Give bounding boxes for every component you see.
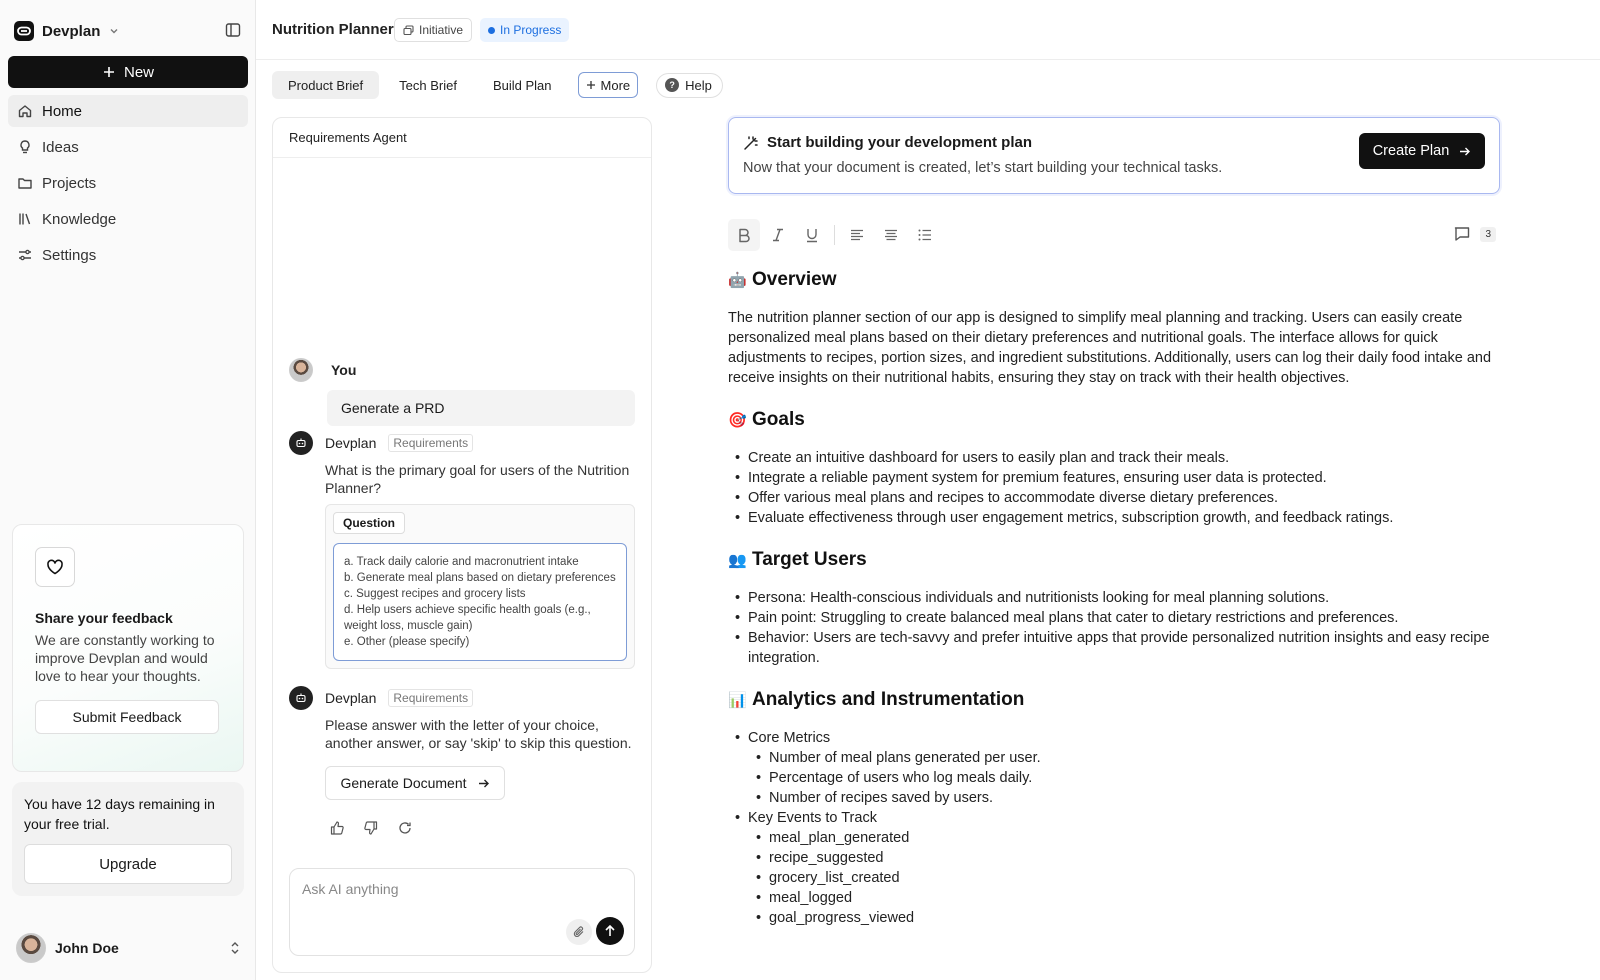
requirements-tag: Requirements	[388, 434, 473, 452]
page-title: Nutrition Planner	[272, 21, 394, 38]
question-card	[325, 504, 635, 669]
sidebar	[0, 0, 256, 980]
magic-wand-icon	[743, 135, 759, 151]
ask-ai-input[interactable]	[302, 881, 622, 897]
editor-toolbar	[728, 219, 1500, 251]
question-option: b. Generate meal plans based on dietary preferences	[344, 572, 616, 584]
bot-message-text: What is the primary goal for users of the Nutrition Planner?	[325, 462, 630, 496]
chat-title: Requirements Agent	[273, 118, 651, 158]
sidebar-item-knowledge[interactable]	[8, 203, 248, 235]
list-item: • Behavior: Users are tech-savvy and prefer intuitive apps that provide personalized nutrition insights and easy recipe integration.	[728, 628, 1500, 668]
user-message-bubble: Generate a PRD	[327, 390, 635, 426]
heart-icon	[35, 547, 75, 587]
list-item: • Core Metrics	[728, 728, 1500, 748]
more-label: More	[600, 77, 631, 93]
user-name: John Doe	[55, 940, 119, 956]
sidebar-nav	[8, 95, 248, 275]
generate-document-label: Generate Document	[340, 775, 467, 791]
document-panel	[728, 117, 1500, 926]
status-dot-icon	[488, 27, 495, 34]
feedback-text: We are constantly working to improve Devplan and would love to hear your thoughts.	[35, 632, 215, 684]
help-icon: ?	[665, 78, 679, 92]
initiative-badge-label: Initiative	[419, 23, 464, 37]
document-content[interactable]	[728, 269, 1500, 926]
plus-icon	[586, 80, 596, 90]
bot-message	[289, 686, 635, 800]
sidebar-item-label: Settings	[42, 246, 97, 264]
initiative-icon	[403, 25, 414, 36]
list-item: • Key Events to Track	[728, 808, 1500, 828]
submit-feedback-button[interactable]: Submit Feedback	[35, 700, 219, 734]
bot-message	[289, 431, 635, 669]
bot-avatar-icon	[289, 431, 313, 455]
initiative-badge[interactable]	[394, 18, 472, 42]
question-label: Question	[333, 512, 405, 534]
question-option: c. Suggest recipes and grocery lists	[344, 588, 526, 600]
align-left-icon[interactable]	[841, 219, 873, 251]
chevron-down-icon	[108, 25, 120, 37]
generate-document-button[interactable]	[325, 766, 505, 800]
library-icon	[17, 211, 33, 227]
comment-count-badge: 3	[1480, 227, 1496, 242]
avatar	[289, 358, 313, 382]
list-item: • Persona: Health-conscious individuals and nutritionists looking for meal planning solutions.	[728, 588, 1500, 608]
sidebar-item-label: Ideas	[42, 138, 79, 156]
question-option: e. Other (please specify)	[344, 636, 470, 648]
arrow-right-icon	[1458, 145, 1471, 158]
section-heading-goals: 🎯 Goals	[728, 409, 805, 430]
new-button[interactable]	[8, 56, 248, 88]
page-header	[256, 0, 1600, 60]
requirements-tag: Requirements	[388, 689, 473, 707]
status-badge[interactable]	[480, 18, 569, 42]
upgrade-button[interactable]: Upgrade	[24, 844, 232, 884]
folder-icon	[17, 175, 33, 191]
home-icon	[17, 103, 33, 119]
question-option: d. Help users achieve specific health goals (e.g., weight loss, muscle gain)	[344, 604, 591, 632]
list-item: • grocery_list_created	[728, 868, 1500, 888]
italic-icon[interactable]	[762, 219, 794, 251]
sidebar-item-label: Knowledge	[42, 210, 117, 228]
target-icon: 🎯	[728, 411, 747, 429]
sidebar-item-settings[interactable]	[8, 239, 248, 271]
section-heading-overview: 🤖 Overview	[728, 269, 837, 290]
message-author: Devplan	[325, 690, 377, 706]
list-item: • recipe_suggested	[728, 848, 1500, 868]
align-center-icon[interactable]	[875, 219, 907, 251]
toolbar-divider	[834, 225, 835, 245]
tab-product-brief[interactable]: Product Brief	[272, 71, 379, 99]
chat-input-box	[289, 868, 635, 956]
list-item: • Number of meal plans generated per user.	[728, 748, 1500, 768]
user-message	[289, 358, 635, 426]
bold-icon[interactable]	[728, 219, 760, 251]
help-button[interactable]	[656, 73, 723, 98]
banner-subtitle: Now that your document is created, let’s start building your technical tasks.	[743, 160, 1223, 176]
list-item: • Percentage of users who log meals daily.	[728, 768, 1500, 788]
workspace-switcher[interactable]	[14, 20, 241, 42]
tab-tech-brief[interactable]: Tech Brief	[399, 77, 457, 93]
bullet-list-icon[interactable]	[909, 219, 941, 251]
more-tabs-button[interactable]	[578, 72, 639, 98]
message-author: Devplan	[325, 435, 377, 451]
help-label: Help	[685, 77, 712, 93]
section-heading-analytics: 📊 Analytics and Instrumentation	[728, 689, 1025, 710]
sidebar-toggle-icon[interactable]	[225, 22, 241, 38]
target-users-list	[728, 588, 1500, 668]
doc-tabs	[272, 71, 723, 99]
message-author: You	[331, 362, 357, 378]
thumbs-down-icon[interactable]	[363, 820, 379, 836]
list-item: • meal_logged	[728, 888, 1500, 908]
bot-avatar-icon	[289, 686, 313, 710]
chevron-up-down-icon	[228, 941, 242, 955]
sidebar-item-label: Home	[42, 102, 83, 120]
users-icon: 👥	[728, 551, 747, 569]
status-badge-label: In Progress	[500, 23, 562, 37]
send-button[interactable]	[596, 917, 624, 945]
plus-icon	[102, 65, 116, 79]
section-heading-target-users: 👥 Target Users	[728, 549, 867, 570]
list-item: • meal_plan_generated	[728, 828, 1500, 848]
overview-paragraph: The nutrition planner section of our app is designed to simplify meal planning and tracking. Users can easily create personalized meal plans based on their dietary preferences and nutritional goals. The interface allows for quick adjustments to recipes, portion sizes, and ingredient substitutions. Additionally, users can log their daily food intake and receive insights on their nutritional habits, ensuring they stay on track with their health objectives.	[728, 310, 1492, 386]
list-item: • Pain point: Struggling to create balanced meal plans that cater to dietary restrictions and preferences.	[728, 608, 1500, 628]
plan-banner	[728, 117, 1500, 194]
main-area	[256, 0, 1600, 980]
list-item: • Create an intuitive dashboard for users to easily plan and track their meals.	[728, 448, 1500, 468]
question-option: a. Track daily calorie and macronutrient intake	[344, 556, 579, 568]
refresh-icon[interactable]	[397, 820, 413, 836]
sidebar-item-ideas[interactable]	[8, 131, 248, 163]
thumbs-up-icon[interactable]	[329, 820, 345, 836]
devplan-logo-icon	[14, 21, 34, 41]
paperclip-icon[interactable]	[566, 919, 592, 945]
trial-text: You have 12 days remaining in your free trial.	[24, 796, 215, 832]
feedback-card	[12, 524, 244, 772]
list-item: • Number of recipes saved by users.	[728, 788, 1500, 808]
avatar	[16, 933, 46, 963]
tab-build-plan[interactable]: Build Plan	[492, 77, 552, 93]
sidebar-item-home[interactable]	[8, 95, 248, 127]
list-item: • Offer various meal plans and recipes to accommodate diverse dietary preferences.	[728, 488, 1500, 508]
robot-icon: 🤖	[728, 271, 747, 289]
comment-icon	[1453, 225, 1471, 243]
message-actions	[329, 820, 413, 836]
create-plan-button[interactable]	[1359, 133, 1485, 169]
workspace-name: Devplan	[42, 22, 101, 40]
sidebar-item-projects[interactable]	[8, 167, 248, 199]
goals-list	[728, 448, 1500, 528]
list-item: • Evaluate effectiveness through user engagement metrics, subscription growth, and feedback ratings.	[728, 508, 1500, 528]
user-menu[interactable]	[16, 932, 242, 964]
new-button-label: New	[123, 63, 154, 81]
create-plan-label: Create Plan	[1372, 143, 1450, 159]
sliders-icon	[17, 247, 33, 263]
question-options[interactable]	[333, 543, 627, 661]
requirements-agent-panel	[272, 117, 652, 973]
lightbulb-icon	[17, 139, 33, 155]
analytics-list	[728, 728, 1500, 928]
list-item: • goal_progress_viewed	[728, 908, 1500, 928]
arrow-right-icon	[477, 777, 490, 790]
bar-chart-icon: 📊	[728, 691, 747, 709]
banner-title: Start building your development plan	[767, 134, 1033, 151]
bot-message-text: Please answer with the letter of your choice, another answer, or say 'skip' to skip this question.	[325, 717, 632, 751]
comments-button[interactable]	[1453, 225, 1496, 243]
sidebar-item-label: Projects	[42, 174, 97, 192]
feedback-title: Share your feedback	[35, 610, 173, 626]
underline-icon[interactable]	[796, 219, 828, 251]
trial-card	[12, 782, 244, 896]
list-item: • Integrate a reliable payment system for premium features, ensuring user data is protected.	[728, 468, 1500, 488]
